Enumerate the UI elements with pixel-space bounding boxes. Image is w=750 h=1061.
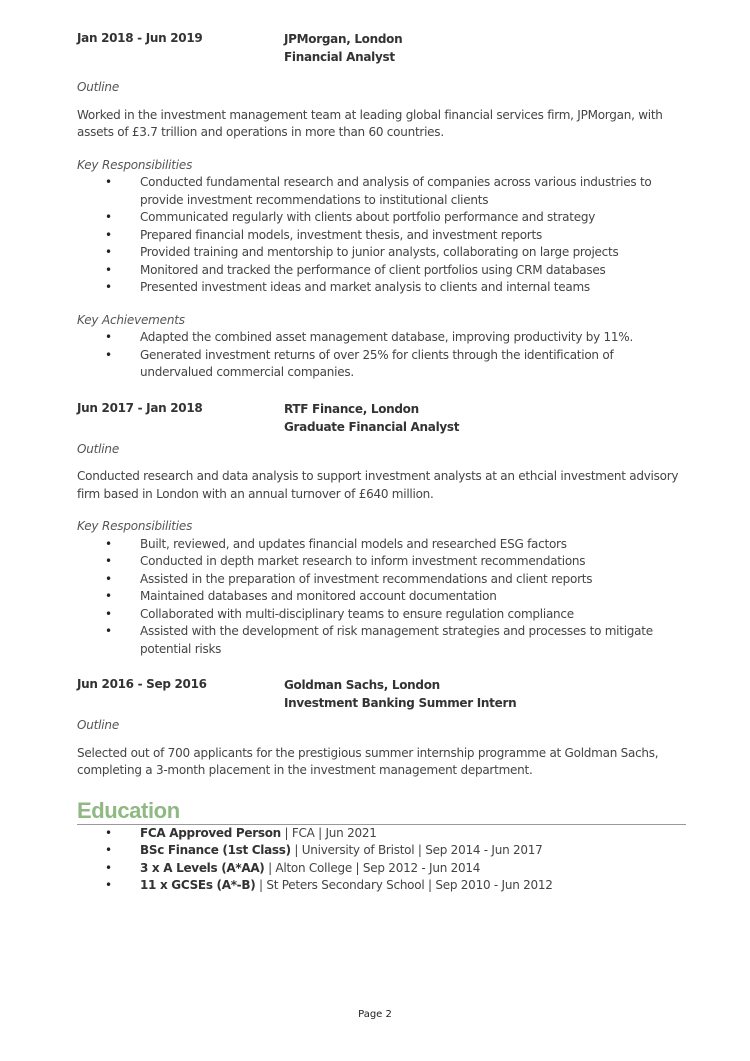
achievements-label: Key Achievements <box>77 312 185 327</box>
qualification-details: | FCA | Jun 2021 <box>280 825 377 840</box>
list-item: • Communicated regularly with clients about portfolio performance and strategy <box>77 209 686 227</box>
job-dates: Jun 2017 - Jan 2018 <box>77 400 203 415</box>
education-item <box>77 860 686 878</box>
list-item: • Generated investment returns of over 25% for clients through the identification of undervalued commercial companies. <box>77 347 686 382</box>
list-item: • Assisted in the preparation of investment recommendations and client reports <box>77 571 686 589</box>
responsibilities-list <box>77 174 686 297</box>
responsibilities-list <box>77 536 686 659</box>
job-dates: Jun 2016 - Sep 2016 <box>77 677 207 691</box>
outline-text: Worked in the investment management team at leading global financial services firm, JPMorgan, with assets of £3.7 trillion and operations in more than 60 countries. <box>77 107 663 139</box>
resume-page <box>77 30 686 895</box>
outline-text: Conducted research and data analysis to support investment analysts at an ethcial investment advisory firm based in London with an annual turnover of £640 million. <box>77 469 679 501</box>
achievements-list <box>77 329 686 382</box>
qualification-details: | Alton College | Sep 2012 - Jun 2014 <box>264 860 481 875</box>
qualification-details: | University of Bristol | Sep 2014 - Jun 2017 <box>290 843 543 857</box>
list-item: • Maintained databases and monitored account documentation <box>77 588 686 606</box>
responsibilities-label: Key Responsibilities <box>77 157 193 172</box>
job-employer <box>284 400 459 436</box>
job-title: Graduate Financial Analyst <box>284 419 460 434</box>
outline-label: Outline <box>77 718 120 732</box>
job-entry <box>77 676 686 780</box>
list-item: • Monitored and tracked the performance of client portfolios using CRM databases <box>77 262 686 280</box>
education-item <box>77 877 686 895</box>
list-item: • Provided training and mentorship to junior analysts, collaborating on large projects <box>77 244 686 262</box>
qualification: BSc Finance (1st Class) <box>140 843 291 857</box>
job-company: JPMorgan, London <box>284 32 403 46</box>
job-employer <box>284 676 516 712</box>
outline-text: Selected out of 700 applicants for the prestigious summer internship programme at Goldman Sachs, completing a 3-month placement in the investment management department. <box>77 745 659 777</box>
job-company: RTF Finance, London <box>284 401 419 416</box>
job-header <box>77 30 686 66</box>
job-title: Financial Analyst <box>284 50 395 64</box>
list-item: • Conducted in depth market research to inform investment recommendations <box>77 553 686 571</box>
list-item: • Conducted fundamental research and analysis of companies across various industries to provide investment recommendations to institutional clients <box>77 174 686 209</box>
education-item <box>77 842 686 860</box>
job-title: Investment Banking Summer Intern <box>284 696 517 710</box>
list-item: • Prepared financial models, investment thesis, and investment reports <box>77 227 686 245</box>
qualification: 11 x GCSEs (A*-B) <box>140 878 256 892</box>
list-item: • Collaborated with multi-disciplinary teams to ensure regulation compliance <box>77 606 686 624</box>
list-item: • Adapted the combined asset management database, improving productivity by 11%. <box>77 329 686 347</box>
job-company: Goldman Sachs, London <box>284 678 440 692</box>
education-list <box>77 825 686 895</box>
list-item: • Built, reviewed, and updates financial models and researched ESG factors <box>77 536 686 554</box>
page-number: Page 2 <box>358 1009 392 1020</box>
job-employer <box>284 30 402 66</box>
qualification: FCA Approved Person <box>140 825 281 840</box>
qualification: 3 x A Levels (A*AA) <box>140 860 265 875</box>
job-header <box>77 400 686 436</box>
list-item: • Presented investment ideas and market analysis to clients and internal teams <box>77 279 686 297</box>
job-entry <box>77 30 686 382</box>
outline-label: Outline <box>77 80 120 94</box>
education-item <box>77 825 686 843</box>
job-entry <box>77 400 686 659</box>
education-heading: Education <box>77 798 686 825</box>
list-item: • Assisted with the development of risk management strategies and processes to mitigate potential risks <box>77 623 686 658</box>
responsibilities-label: Key Responsibilities <box>77 519 193 533</box>
qualification-details: | St Peters Secondary School | Sep 2010 - Jun 2012 <box>255 878 553 892</box>
job-dates: Jan 2018 - Jun 2019 <box>77 31 203 45</box>
outline-label: Outline <box>77 441 120 456</box>
job-header <box>77 676 686 712</box>
